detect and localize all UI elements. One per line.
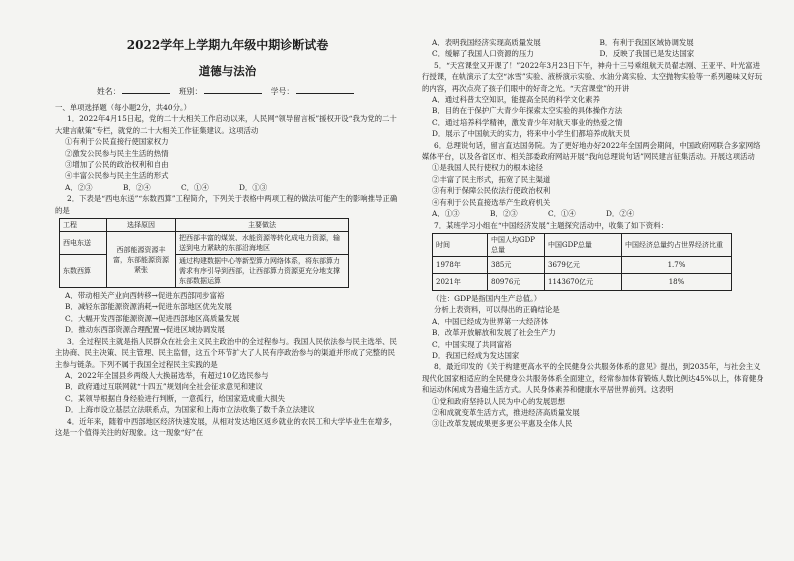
q4-choice-b[interactable]: B．有利于我国区域协调发展 <box>599 38 694 47</box>
table-header: 中国GDP总量 <box>545 233 622 256</box>
table-header: 中国经济总量约占世界经济比重 <box>622 233 732 256</box>
q2-choice-c[interactable]: C．大幅开发西部能源资源→促进西部地区高质量发展 <box>65 313 240 323</box>
left-column <box>55 0 400 438</box>
table-cell-project: 西电东送 <box>60 232 107 255</box>
q7-stem: 7．某班学习小组在“中国经济发展”主题探究活动中，收集了如下资料： <box>434 220 668 230</box>
q6-choice-a[interactable]: A．①③ <box>432 209 460 219</box>
q1-choice-d[interactable]: D．①③ <box>239 182 268 192</box>
q4-stem: 4．近年来，随着中西部地区经济快速发展，从相对发达地区返乡就业的农民工和大学毕业生在增多，这是一个值得关注的好现象。这一现象“好”在 <box>55 416 397 437</box>
q7-choice-d[interactable]: D．我国已经成为发达国家 <box>432 350 520 360</box>
q4-choice-d[interactable]: D．反映了我国已是发达国家 <box>599 49 695 59</box>
q6-item: ④有利于公民直接选举产生政府机关 <box>432 197 551 207</box>
subject-title: 道德与法治 <box>198 64 257 78</box>
q6-choice-d[interactable]: D．②④ <box>606 209 635 219</box>
q1-choice-b[interactable]: B．②④ <box>123 182 151 192</box>
q6-item: ①是我国人民行使权力的根本途径 <box>432 163 543 173</box>
q6-choice-c[interactable]: C．①④ <box>548 209 576 219</box>
q1-choice-c[interactable]: C．①④ <box>181 182 209 192</box>
q6-item: ②丰富了民主形式，拓宽了民主渠道 <box>432 174 551 184</box>
id-label: 学号： <box>270 87 295 96</box>
q1-item: ④丰富公民参与民主生活的形式 <box>65 171 169 181</box>
q3-choice-c[interactable]: C．某领导根据自身经验进行判断，一意孤行，给国家造成重大损失 <box>65 393 285 403</box>
class-blank[interactable] <box>204 85 262 94</box>
table-header: 时间 <box>433 233 488 256</box>
q8-item: ③让改革发展成果更多更公平惠及全体人民 <box>432 419 573 429</box>
q1-stem: 1．2022年4月15日起，党的二十大相关工作启动以来，人民网“领导留言板”援权开设“我为党的二十大建言献策”专栏，就党的二十大相关工作征集建议。这项活动 <box>55 114 397 135</box>
q1-choices <box>55 182 400 193</box>
q2-choice-d[interactable]: D．推动东西部资源合理配置→促进区域协调发展 <box>65 325 225 335</box>
q6-stem: 6．总理说句话，留言直达国务院。为了更好地办好2022年全国两会期间，中国政府网联合多家网络媒体平台，以及各省区市、相关部委政府网站开展“我向总理说句话”网民建言征集活动。开展这项活动 <box>422 140 761 162</box>
q3-choice-a[interactable]: A．2022年全国县乡两级人大换届选举，有超过10亿选民参与 <box>65 370 269 380</box>
table-cell-reason: 西部能源资源丰富，东部能源资源紧张 <box>107 232 176 288</box>
table-header: 中国人均GDP总量 <box>488 233 545 256</box>
table-cell: 1978年 <box>433 256 488 273</box>
table-cell: 80976元 <box>488 273 545 290</box>
student-info-line <box>55 85 400 98</box>
q5-stem: 5．“天宫课堂又开课了！”2022年3月23日下午，神舟十三号乘组航天员翟志刚、王亚平、叶光富进行授课，在轨演示了太空“冰雪”实验、液桥演示实验、水油分离实验、太空抛物实验等一系列趣味又好玩的内容，再次点亮了孩子们眼中的好奇之光。“天宫课堂”的开讲 <box>422 60 763 93</box>
q7-choice-c[interactable]: C．中国实现了共同富裕 <box>432 339 512 349</box>
q7-prompt: 分析上表资料，可以得出的正确结论是 <box>434 305 560 315</box>
table-header: 工程 <box>60 219 107 232</box>
q5-choice-d[interactable]: D．展示了中国航天的实力，将来中小学生们都培养成航天员 <box>432 129 631 139</box>
q2-table <box>59 218 349 288</box>
q8-stem: 8．最近印发的《关于构建更高水平的全民健身公共服务体系的意见》提出，到2035年，与社会主义现代化国家相适应的全民健身公共服务体系全面建立，经常参加体育锻炼人数比例达45%以上，体育健身和运动休闲成为普遍生活方式。人民身体素养和健康水平居世界前列。这表明 <box>422 362 764 395</box>
table-cell: 3679亿元 <box>545 256 622 273</box>
q7-table <box>432 233 732 291</box>
q7-note: （注：GDP是指国内生产总值。） <box>432 293 542 303</box>
q1-choice-a[interactable]: A．②③ <box>65 182 93 192</box>
table-cell: 1.7% <box>622 256 732 273</box>
name-blank[interactable] <box>122 85 170 94</box>
q7-choice-a[interactable]: A．中国已经成为世界第一大经济体 <box>432 316 549 326</box>
q8-item: ②和成就变革生活方式，推进经济高质量发展 <box>432 407 580 417</box>
q4-choices-row <box>422 37 767 48</box>
q4-choice-a[interactable]: A．表明我国经济实现高质量发展 <box>432 38 541 47</box>
q4-choice-c[interactable]: C．缓解了我国人口资源的压力 <box>432 49 534 59</box>
q3-choice-d[interactable]: D．上海市设立基层立法联系点，为国家和上海市立法收集了数千条立法建议 <box>65 405 315 415</box>
id-blank[interactable] <box>296 85 354 94</box>
q2-stem: 2．下表是“西电东送”“东数西算”工程简介，下列关于表格中两项工程的做法可能产生的影响推导正确的是 <box>55 194 398 215</box>
name-label: 姓名： <box>97 87 121 96</box>
q6-choice-b[interactable]: B．②③ <box>490 209 518 219</box>
table-cell: 18% <box>622 273 732 290</box>
q8-item: ①党和政府坚持以人民为中心的发展思想 <box>432 396 566 406</box>
table-cell: 1143670亿元 <box>545 273 622 290</box>
q1-item: ①有利于公民直接行使国家权力 <box>65 137 169 147</box>
table-cell: 385元 <box>488 256 545 273</box>
q7-choice-b[interactable]: B．改革开放解放和发展了社会生产力 <box>432 328 556 338</box>
table-cell-practice: 通过构建数据中心等新型算力网络体系，将东部算力需求有序引导到西部，让西部算力资源更充分地支撑东部数据运算 <box>176 255 349 288</box>
section-heading: 一、单项选择题（每小题2分，共40分。） <box>55 103 192 112</box>
q3-choice-b[interactable]: B．政府通过互联网就“十四五”规划向全社会征求意见和建议 <box>65 382 263 392</box>
table-header: 主要做法 <box>176 219 349 232</box>
q2-choice-a[interactable]: A．带动相关产业向西转移→促进东西部同步富裕 <box>65 291 225 301</box>
right-column <box>422 0 767 430</box>
q4-choices-row <box>422 48 767 59</box>
table-cell-practice: 把西部丰富的煤炭、水能资源等转化成电力资源，输送到电力紧缺的东部沿海地区 <box>176 232 349 255</box>
q5-choice-a[interactable]: A．通过科普太空知识，能提高全民的科学文化素养 <box>432 95 600 105</box>
q5-choice-b[interactable]: B．目的在于保护广大青少年探索太空实验的具体操作方法 <box>432 106 623 116</box>
q1-item: ②激发公民参与民主生活的热情 <box>65 148 169 158</box>
q6-choices <box>422 208 767 219</box>
q2-choice-b[interactable]: B．减轻东部能源资源消耗→促进东部地区优先发展 <box>65 302 232 312</box>
exam-title: 2022学年上学期九年级中期诊断试卷 <box>126 38 329 52</box>
q6-item: ③有利于保障公民依法行使政治权利 <box>432 186 551 196</box>
table-header: 选择原因 <box>107 219 176 232</box>
q3-stem: 3．全过程民主就是指人民群众在社会主义民主政治中的全过程参与。我国人民依法参与民主选举、民主协商、民主决策、民主管理、民主监督，这五个环节扩大了人民有序政治参与的渠道并形成了完整的民主参与链条。下列不属于我国全过程民主实践的是 <box>55 336 397 369</box>
q1-item: ③增加了公民的政治权利和自由 <box>65 160 169 170</box>
table-cell-project: 东数西算 <box>60 255 107 288</box>
table-cell: 2021年 <box>433 273 488 290</box>
q5-choice-c[interactable]: C．通过培养科学精神，激发青少年对航天事业的热爱之情 <box>432 117 623 127</box>
class-label: 班别： <box>178 87 203 96</box>
